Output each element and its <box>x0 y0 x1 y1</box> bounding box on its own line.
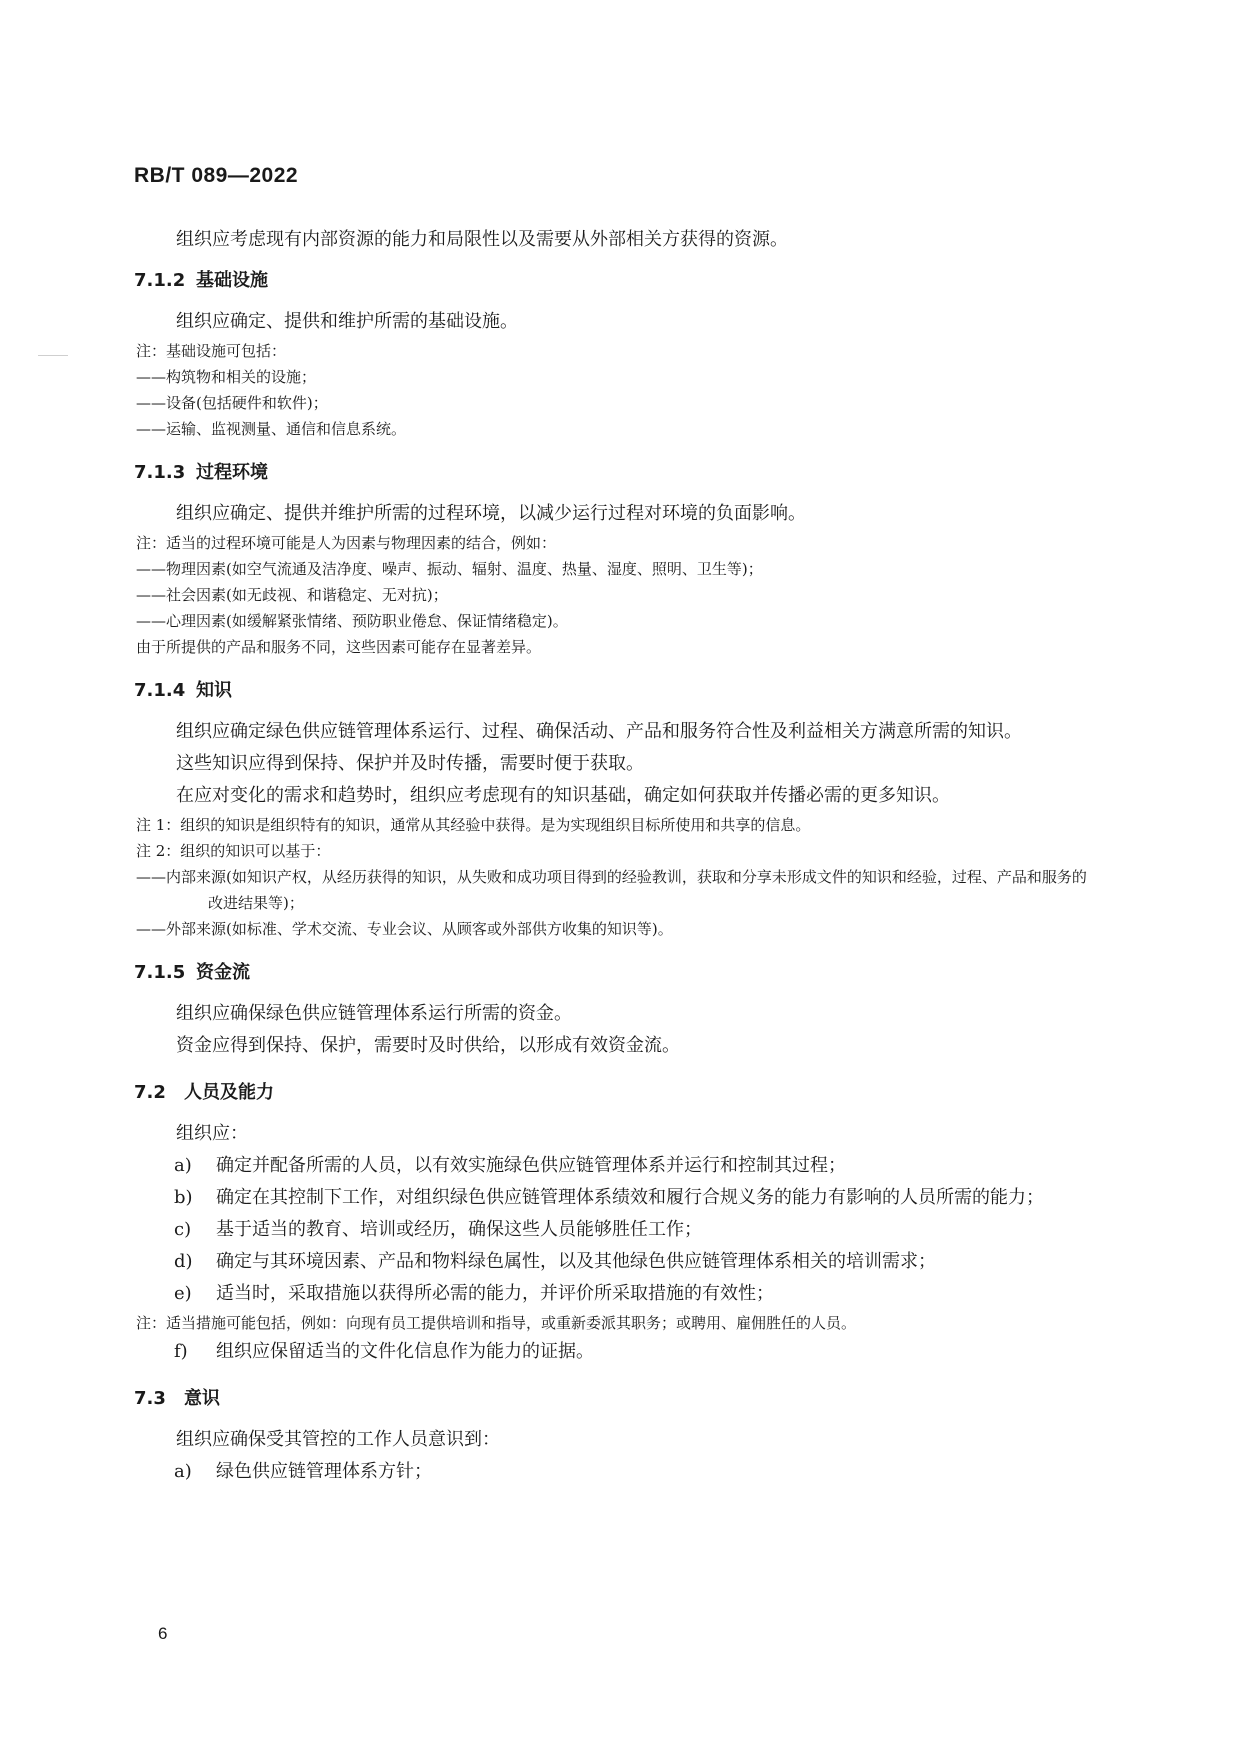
dash-item: ——设备(包括硬件和软件)； <box>136 394 328 412</box>
paragraph: 组织应确定、提供和维护所需的基础设施。 <box>176 311 518 332</box>
note-tail: 由于所提供的产品和服务不同，这些因素可能存在显著差异。 <box>136 638 542 656</box>
list-item <box>134 1336 1098 1368</box>
section-title: 过程环境 <box>196 462 268 483</box>
list-marker: d) <box>174 1251 193 1272</box>
list-item <box>134 1150 1098 1182</box>
scan-mark <box>38 355 68 356</box>
section-number: 7.2 <box>134 1082 166 1103</box>
note-2: 注 2：组织的知识可以基于： <box>136 842 331 860</box>
note: 注：适当的过程环境可能是人为因素与物理因素的结合，例如： <box>136 534 557 552</box>
heading-7-1-2 <box>134 266 1098 296</box>
paragraph: 资金应得到保持、保护，需要时及时供给，以形成有效资金流。 <box>176 1035 680 1056</box>
list-text: 确定与其环境因素、产品和物料绿色属性，以及其他绿色供应链管理体系相关的培训需求； <box>216 1251 936 1272</box>
list-item <box>134 1246 1098 1278</box>
section-number: 7.3 <box>134 1388 166 1409</box>
list-marker: a) <box>174 1461 192 1482</box>
heading-7-1-4 <box>134 676 1098 706</box>
section-title: 人员及能力 <box>184 1082 274 1103</box>
dash-item: ——社会因素(如无歧视、和谐稳定、无对抗)； <box>136 586 448 604</box>
section-title: 资金流 <box>196 962 250 983</box>
dash-item: ——物理因素(如空气流通及洁净度、噪声、振动、辐射、温度、热量、湿度、照明、卫生等)； <box>136 560 763 578</box>
section-number: 7.1.5 <box>134 962 186 983</box>
list-text: 绿色供应链管理体系方针； <box>216 1461 432 1482</box>
list-item <box>134 1278 1098 1310</box>
paragraph: 组织应确保绿色供应链管理体系运行所需的资金。 <box>176 1003 572 1024</box>
list-item <box>134 1182 1098 1214</box>
list-text: 组织应保留适当的文件化信息作为能力的证据。 <box>216 1341 594 1362</box>
dash-item: ——构筑物和相关的设施； <box>136 368 317 386</box>
heading-7-2 <box>134 1078 1098 1108</box>
section-title: 基础设施 <box>196 270 268 291</box>
paragraph: 组织应确定、提供并维护所需的过程环境，以减少运行过程对环境的负面影响。 <box>176 503 806 524</box>
list-text: 基于适当的教育、培训或经历，确保这些人员能够胜任工作； <box>216 1219 702 1240</box>
heading-7-3 <box>134 1384 1098 1414</box>
section-title: 意识 <box>184 1388 220 1409</box>
list-marker: f) <box>174 1341 188 1362</box>
intro-paragraph: 组织应考虑现有内部资源的能力和局限性以及需要从外部相关方获得的资源。 <box>176 229 788 250</box>
list-item <box>134 1456 1098 1488</box>
standard-code: RB/T 089—2022 <box>134 164 299 187</box>
note: 注：适当措施可能包括，例如：向现有员工提供培训和指导，或重新委派其职务；或聘用、雇佣胜任的人员。 <box>136 1314 857 1332</box>
dash-item: ——外部来源(如标准、学术交流、专业会议、从顾客或外部供方收集的知识等)。 <box>136 920 673 938</box>
list-text: 确定在其控制下工作，对组织绿色供应链管理体系绩效和履行合规义务的能力有影响的人员所需的能力； <box>216 1187 1044 1208</box>
dash-item: ——心理因素(如缓解紧张情绪、预防职业倦怠、保证情绪稳定)。 <box>136 612 568 630</box>
paragraph: 组织应确定绿色供应链管理体系运行、过程、确保活动、产品和服务符合性及利益相关方满意所需的知识。 <box>176 721 1022 742</box>
note-1: 注 1：组织的知识是组织特有的知识，通常从其经验中获得。是为实现组织目标所使用和共享的信息。 <box>136 816 811 834</box>
paragraph: 在应对变化的需求和趋势时，组织应考虑现有的知识基础，确定如何获取并传播必需的更多知识。 <box>176 785 950 806</box>
page-content <box>134 224 1098 1488</box>
note: 注：基础设施可包括： <box>136 342 287 360</box>
dash-item: ——运输、监视测量、通信和信息系统。 <box>136 420 407 438</box>
list-lead: 组织应确保受其管控的工作人员意识到： <box>176 1429 500 1450</box>
list-lead: 组织应： <box>176 1123 248 1144</box>
list-marker: c) <box>174 1219 192 1240</box>
section-number: 7.1.4 <box>134 680 186 701</box>
dash-item: ——内部来源(如知识产权，从经历获得的知识，从失败和成功项目得到的经验教训，获取和分享未形成文件的知识和经验，过程、产品和服务的改进结果等)； <box>136 868 1087 912</box>
list-item <box>134 1214 1098 1246</box>
section-number: 7.1.3 <box>134 462 186 483</box>
page-number: 6 <box>158 1624 168 1643</box>
section-title: 知识 <box>196 680 232 701</box>
section-number: 7.1.2 <box>134 270 186 291</box>
list-text: 确定并配备所需的人员，以有效实施绿色供应链管理体系并运行和控制其过程； <box>216 1155 846 1176</box>
list-marker: a) <box>174 1155 192 1176</box>
list-marker: e) <box>174 1283 192 1304</box>
list-text: 适当时，采取措施以获得所必需的能力，并评价所采取措施的有效性； <box>216 1283 774 1304</box>
heading-7-1-5 <box>134 958 1098 988</box>
heading-7-1-3 <box>134 458 1098 488</box>
paragraph: 这些知识应得到保持、保护并及时传播，需要时便于获取。 <box>176 753 644 774</box>
list-marker: b) <box>174 1187 193 1208</box>
